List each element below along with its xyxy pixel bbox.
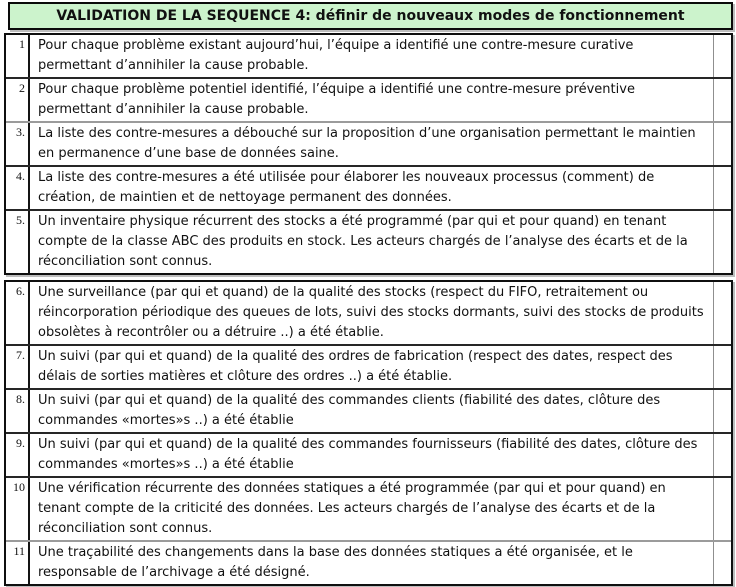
row-text: Un suivi (par qui et quand) de la qualité des commandes clients (fiabilité des dates, clôture des commandes «mortes»s ..) a été établie [38,393,661,428]
table-row [6,282,731,346]
row-text: Un suivi (par qui et quand) de la qualité des ordres de fabrication (respect des dates, respect des délais de sorties matières et clôture des ordres ..) a été établie. [38,349,673,384]
page-title: VALIDATION DE LA SEQUENCE 4: définir de nouveaux modes de fonctionnement [56,8,685,24]
table-row [6,79,731,123]
table-row [6,167,731,211]
row-text: Un suivi (par qui et quand) de la qualité des commandes fournisseurs (fiabilité des dates, clôture des commandes «mortes»s ..) a été établie [38,437,698,472]
checklist-section-2 [4,280,733,586]
row-number: 4. [6,167,30,209]
page-title-bar [8,2,733,30]
row-check-cell [713,434,731,476]
row-check-cell [713,478,731,540]
table-row [6,478,731,542]
row-check-cell [713,79,731,121]
row-check-cell [713,35,731,77]
row-text: Une vérification récurrente des données statiques a été programmée (par qui et pour quand) en tenant compte de la criticité des données. Les acteurs chargés de l’analyse des écarts et de la réconciliation sont connus. [38,481,666,536]
row-check-cell [713,123,731,165]
table-row [6,211,731,273]
table-row [6,434,731,478]
table-row [6,346,731,390]
row-text: La liste des contre-mesures a été utilisée pour élaborer les nouveaux processus (comment) de création, de maintien et de nettoyage permanent des données. [38,170,655,205]
row-number: 10 [6,478,30,540]
row-text: Pour chaque problème existant aujourd’hui, l’équipe a identifié une contre-mesure curative permettant d’annihiler la cause probable. [38,38,634,73]
row-number: 1 [6,35,30,77]
row-number: 9. [6,434,30,476]
row-number: 7. [6,346,30,388]
row-check-cell [713,346,731,388]
table-row [6,123,731,167]
table-row [6,35,731,79]
row-check-cell [713,167,731,209]
table-row [6,542,731,584]
row-number: 8. [6,390,30,432]
row-text: Une surveillance (par qui et quand) de la qualité des stocks (respect du FIFO, retraitement ou réincorporation périodique des queues de lots, suivi des stocks dormants, suivi des stocks de produits obsolètes à recontrôler ou a détruire ..) a été établie. [38,285,704,340]
row-text: Une traçabilité des changements dans la base des données statiques a été organisée, et le responsable de l’archivage a été désigné. [38,545,633,580]
row-number: 5. [6,211,30,273]
row-check-cell [713,282,731,344]
row-number: 11 [6,542,30,584]
row-check-cell [713,542,731,584]
row-text: Un inventaire physique récurrent des stocks a été programmé (par qui et pour quand) en tenant compte de la classe ABC des produits en stock. Les acteurs chargés de l’analyse des écarts et de la réconciliation sont connus. [38,214,688,269]
row-text: Pour chaque problème potentiel identifié, l’équipe a identifié une contre-mesure préventive permettant d’annihiler la cause probable. [38,82,635,117]
row-check-cell [713,211,731,273]
row-number: 2 [6,79,30,121]
checklist-section-1 [4,33,733,275]
row-text: La liste des contre-mesures a débouché sur la proposition d’une organisation permettant le maintien en permanence d’une base de données saine. [38,126,696,161]
row-number: 3. [6,123,30,165]
row-number: 6. [6,282,30,344]
row-check-cell [713,390,731,432]
table-row [6,390,731,434]
